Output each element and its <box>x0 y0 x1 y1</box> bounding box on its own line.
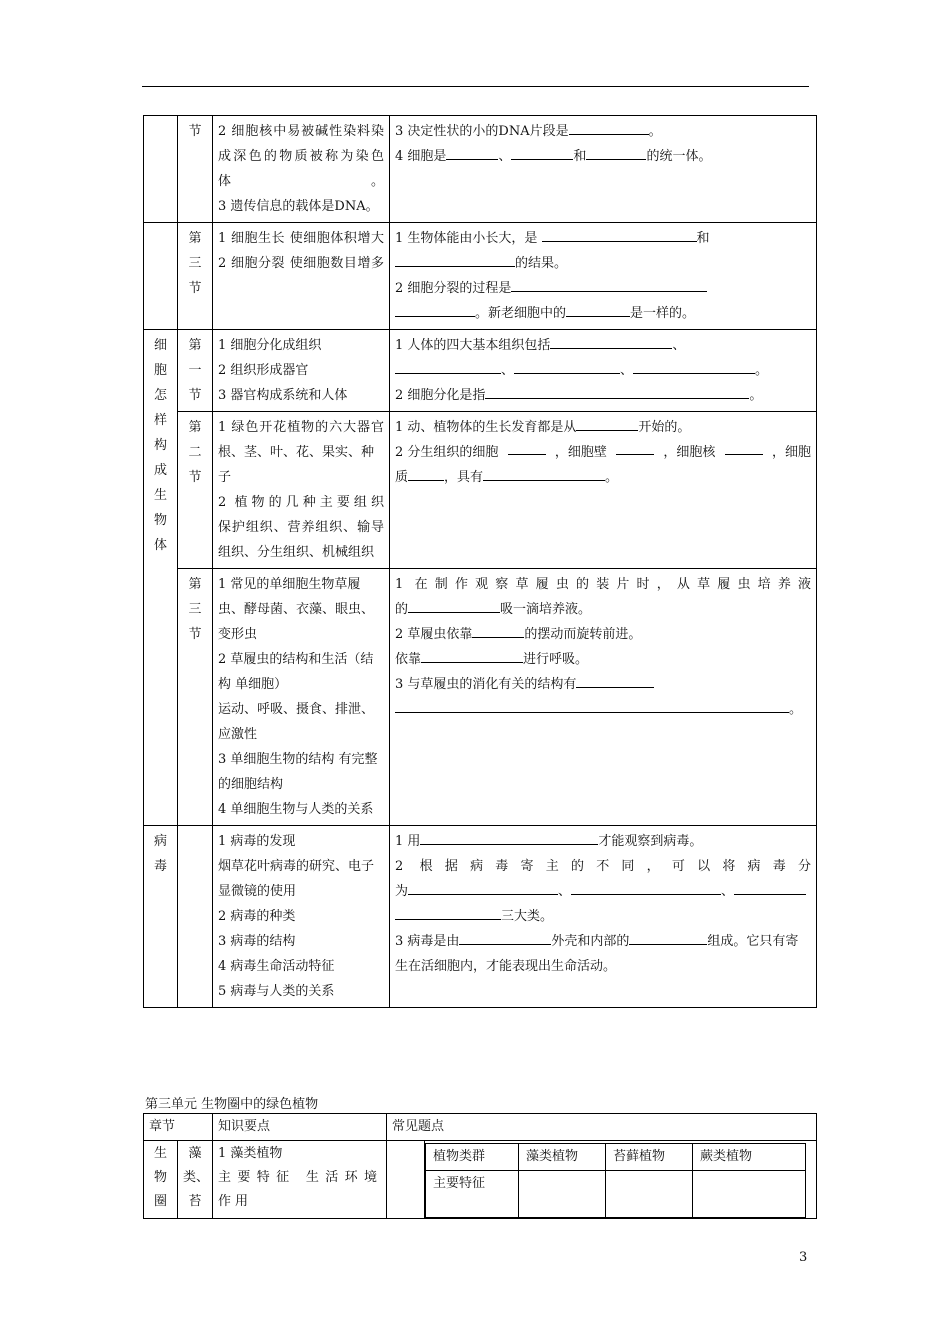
knowledge-cell: 1 藻类植物 主要特征 生活环境 作用 <box>213 1141 387 1219</box>
plant-groups-table <box>425 1143 806 1218</box>
section-cell: 第 二 节 <box>178 412 213 569</box>
page-number: 3 <box>799 1250 808 1265</box>
unit3-table <box>143 1113 817 1219</box>
fill-blank[interactable] <box>459 930 551 945</box>
header-chapter: 章节 <box>144 1114 213 1141</box>
fill-blank[interactable] <box>420 830 598 845</box>
knowledge-table <box>143 115 817 1008</box>
table-row <box>144 223 817 330</box>
fill-blank[interactable] <box>511 277 707 292</box>
empty-cell <box>387 1141 425 1219</box>
header-rule <box>142 86 809 87</box>
fill-blank[interactable] <box>569 120 649 135</box>
fill-blank[interactable] <box>408 598 500 613</box>
fill-blank[interactable] <box>511 145 573 160</box>
header-questions: 常见题点 <box>387 1114 817 1141</box>
fill-blank[interactable] <box>395 252 515 267</box>
section-cell: 第 一 节 <box>178 330 213 412</box>
fill-blank[interactable] <box>633 359 755 374</box>
fill-blank[interactable] <box>421 648 523 663</box>
header-knowledge: 知识要点 <box>213 1114 387 1141</box>
fill-blank[interactable] <box>571 880 721 895</box>
question-cell: 1 在制作观察草履虫的装片时，从草履虫培养液 的 吸一滴培养液。 2 草履虫依靠 的摆动而旋转前进。 依靠 进行呼吸。 3 与草履虫的消化有关的结构有 。 <box>390 569 817 826</box>
inner-cell[interactable] <box>693 1171 806 1218</box>
fill-blank[interactable] <box>576 673 654 688</box>
knowledge-cell: 1 病毒的发现 烟草花叶病毒的研究、电子显微镜的使用 2 病毒的种类 3 病毒的结构 4 病毒生命活动特征 5 病毒与人类的关系 <box>213 826 390 1008</box>
question-cell: 1 用 才能观察到病毒。 2 根据病毒寄主的不同，可以将病毒分 为 、 、 三大类。 3 病毒是由 外壳和内部的 组成。它只有寄生在活细胞内，才能表现出生命活动。 <box>390 826 817 1008</box>
table-row <box>144 330 817 412</box>
inner-row-label: 主要特征 <box>426 1171 519 1218</box>
fill-blank[interactable] <box>395 359 501 374</box>
knowledge-cell: 2 细胞核中易被碱性染料染成深色的物质被称为染色体。 3 遗传信息的载体是DNA。 <box>213 116 390 223</box>
section-cell: 节 <box>178 116 213 223</box>
inner-cell[interactable] <box>606 1171 693 1218</box>
fill-blank[interactable] <box>446 145 498 160</box>
chapter-cell: 生 物 圈 <box>144 1141 178 1219</box>
inner-header: 蕨类植物 <box>693 1144 806 1171</box>
fill-blank[interactable] <box>472 623 524 638</box>
knowledge-cell: 1 细胞生长 使细胞体积增大 2 细胞分裂 使细胞数目增多 <box>213 223 390 330</box>
chapter-cell-empty <box>144 116 178 223</box>
fill-blank[interactable] <box>542 227 697 242</box>
table-row <box>144 826 817 1008</box>
table-row <box>144 116 817 223</box>
section-cell: 藻 类、 苔 <box>178 1141 213 1219</box>
comparison-cell <box>425 1141 817 1219</box>
inner-cell[interactable] <box>519 1171 606 1218</box>
fill-blank[interactable] <box>395 905 501 920</box>
fill-blank[interactable] <box>725 440 763 455</box>
fill-blank[interactable] <box>586 145 646 160</box>
section-cell-empty <box>178 826 213 1008</box>
knowledge-cell: 1 绿色开花植物的六大器官 根、茎、叶、花、果实、种子 2 植物的几种主要组织 保护组织、营养组织、输导组织、分生组织、机械组织 <box>213 412 390 569</box>
fill-blank[interactable] <box>566 302 630 317</box>
chapter-cell-empty <box>144 223 178 330</box>
table-row <box>144 569 817 826</box>
fill-blank[interactable] <box>408 466 444 481</box>
fill-blank[interactable] <box>629 930 707 945</box>
fill-blank[interactable] <box>483 466 605 481</box>
question-cell: 3 决定性状的小的DNA片段是 。 4 细胞是 、 和 的统一体。 <box>390 116 817 223</box>
inner-header: 藻类植物 <box>519 1144 606 1171</box>
knowledge-cell: 1 细胞分化成组织 2 组织形成器官 3 器官构成系统和人体 <box>213 330 390 412</box>
fill-blank[interactable] <box>485 384 749 399</box>
inner-header: 植物类群 <box>426 1144 519 1171</box>
section-cell: 第 三 节 <box>178 569 213 826</box>
chapter-cell: 病 毒 <box>144 826 178 1008</box>
fill-blank[interactable] <box>395 302 475 317</box>
fill-blank[interactable] <box>576 416 638 431</box>
chapter-cell: 细 胞 怎 样 构 成 生 物 体 <box>144 330 178 826</box>
table-row <box>144 1141 817 1219</box>
table-header-row <box>144 1114 817 1141</box>
question-cell: 1 动、植物体的生长发育都是从 开始的。 2 分生组织的细胞 ，细胞壁 ，细胞核 ，细胞 质 ，具有 。 <box>390 412 817 569</box>
inner-row <box>426 1171 806 1218</box>
knowledge-cell: 1 常见的单细胞生物草履虫、酵母菌、衣藻、眼虫、变形虫 2 草履虫的结构和生活（结构 单细胞） 运动、呼吸、摄食、排泄、应激性 3 单细胞生物的结构 有完整的细胞结构 4 单细胞生物与人类的关系 <box>213 569 390 826</box>
table-row <box>144 412 817 569</box>
question-cell: 1 人体的四大基本组织包括 、 、 、 。 2 细胞分化是指 。 <box>390 330 817 412</box>
inner-header-row <box>426 1144 806 1171</box>
fill-blank[interactable] <box>508 440 546 455</box>
fill-blank[interactable] <box>734 880 806 895</box>
question-cell: 1 生物体能由小长大，是 和 的结果。 2 细胞分裂的过程是 。新老细胞中的 是一样的。 <box>390 223 817 330</box>
unit-caption: 第三单元 生物圈中的绿色植物 <box>145 1097 319 1112</box>
section-cell: 第 三 节 <box>178 223 213 330</box>
fill-blank[interactable] <box>395 698 789 713</box>
fill-blank[interactable] <box>616 440 654 455</box>
inner-header: 苔藓植物 <box>606 1144 693 1171</box>
fill-blank[interactable] <box>408 880 558 895</box>
fill-blank[interactable] <box>550 334 672 349</box>
fill-blank[interactable] <box>514 359 620 374</box>
